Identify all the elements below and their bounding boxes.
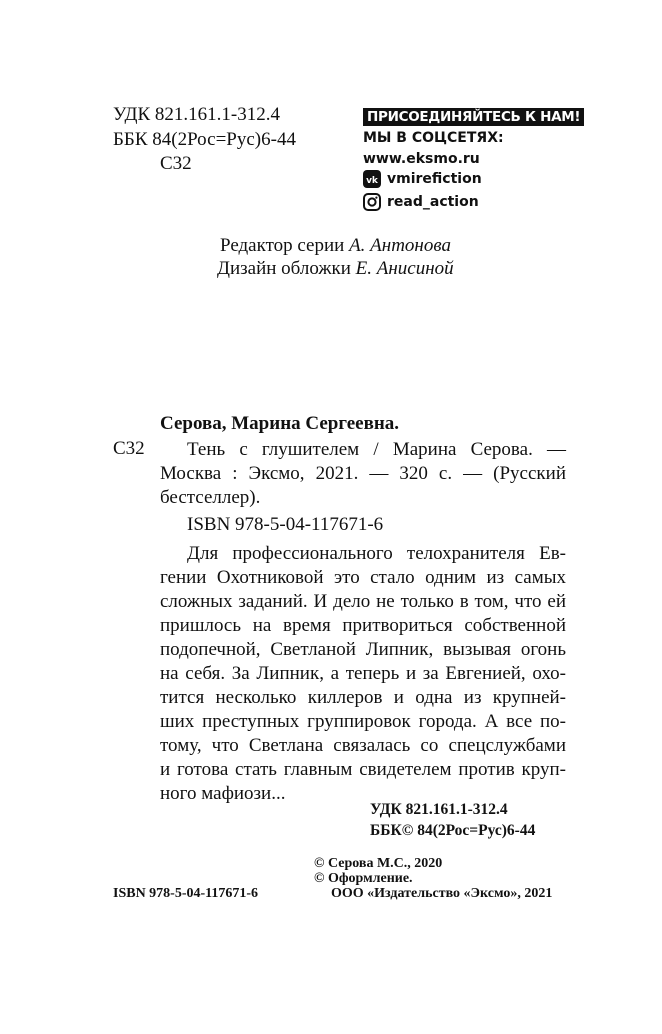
annotation-line: на себя. За Липник, а теперь и за Евгенией, охо- <box>160 663 566 684</box>
design-label: Дизайн обложки <box>217 258 351 279</box>
instagram-link[interactable] <box>363 193 479 211</box>
instagram-icon <box>363 193 381 211</box>
author-mark: С32 <box>160 153 192 174</box>
svg-text:vk: vk <box>366 176 378 186</box>
udk-line <box>113 104 280 126</box>
annotation-line: тому, что Светлана связалась со спецслужбами <box>160 735 566 756</box>
catalog-isbn: ISBN 978-5-04-117671-6 <box>187 514 384 535</box>
vk-link[interactable] <box>363 170 482 188</box>
vk-icon <box>363 170 381 188</box>
copyright-author: © Серова М.С., 2020 <box>314 856 443 871</box>
bbk-code: 84(2Рос=Рус)6-44 <box>152 129 296 150</box>
udk-code: 821.161.1-312.4 <box>154 104 280 125</box>
annotation-line: Для профессионального телохранителя Ев- <box>187 543 566 564</box>
social-subtitle: МЫ В СОЦСЕТЯХ: <box>363 130 504 146</box>
catalog-title-line: бестселлер). <box>160 487 261 508</box>
editor-name: А. Антонова <box>349 235 451 256</box>
annotation-line: тится несколько киллеров и одна из крупней- <box>160 687 566 708</box>
bbk-code-bold: ББК© 84(2Рос=Рус)6-44 <box>370 822 536 839</box>
udk-code-bold: УДК 821.161.1-312.4 <box>370 801 508 818</box>
editor-label: Редактор серии <box>220 235 345 256</box>
copyright-design: © Оформление. <box>314 871 413 886</box>
bbk-line <box>113 129 296 151</box>
annotation-line: пришлось на время притвориться собственной <box>160 615 566 636</box>
annotation-line: и готова стать главным свидетелем против круп- <box>160 759 566 780</box>
annotation-line: сложных заданий. И дело не только в том, что ей <box>160 591 566 612</box>
editor-credit <box>220 235 451 257</box>
udk-label: УДК <box>113 104 151 125</box>
design-credit <box>217 258 454 280</box>
catalog-author: Серова, Марина Сергеевна. <box>160 413 400 434</box>
catalog-title <box>187 438 566 462</box>
instagram-handle: read_action <box>387 194 479 210</box>
join-banner: ПРИСОЕДИНЯЙТЕСЬ К НАМ! <box>363 108 584 126</box>
copyright-publisher: ООО «Издательство «Эксмо», 2021 <box>331 886 553 901</box>
catalog-mark: С32 <box>113 438 145 459</box>
annotation-line: гении Охотниковой это стало одним из самых <box>160 567 566 588</box>
catalog-title-line: Тень с глушителем / Марина Серова. — <box>187 439 566 460</box>
catalog-title-line: Москва : Эксмо, 2021. — 320 с. — (Русский <box>160 463 566 484</box>
annotation-line: ного мафиози... <box>160 783 286 804</box>
bottom-isbn: ISBN 978-5-04-117671-6 <box>113 886 259 901</box>
annotation-line: подопечной, Светланой Липник, вызывая огонь <box>160 639 566 660</box>
website-link[interactable]: www.eksmo.ru <box>363 151 480 167</box>
annotation <box>160 542 566 806</box>
annotation-line: ших преступных группировок города. А все по- <box>160 711 566 732</box>
vk-handle: vmirefiction <box>387 171 482 187</box>
design-name: Е. Анисиной <box>355 258 454 279</box>
bbk-label: ББК <box>113 129 148 150</box>
catalog-title-continued <box>160 462 566 510</box>
